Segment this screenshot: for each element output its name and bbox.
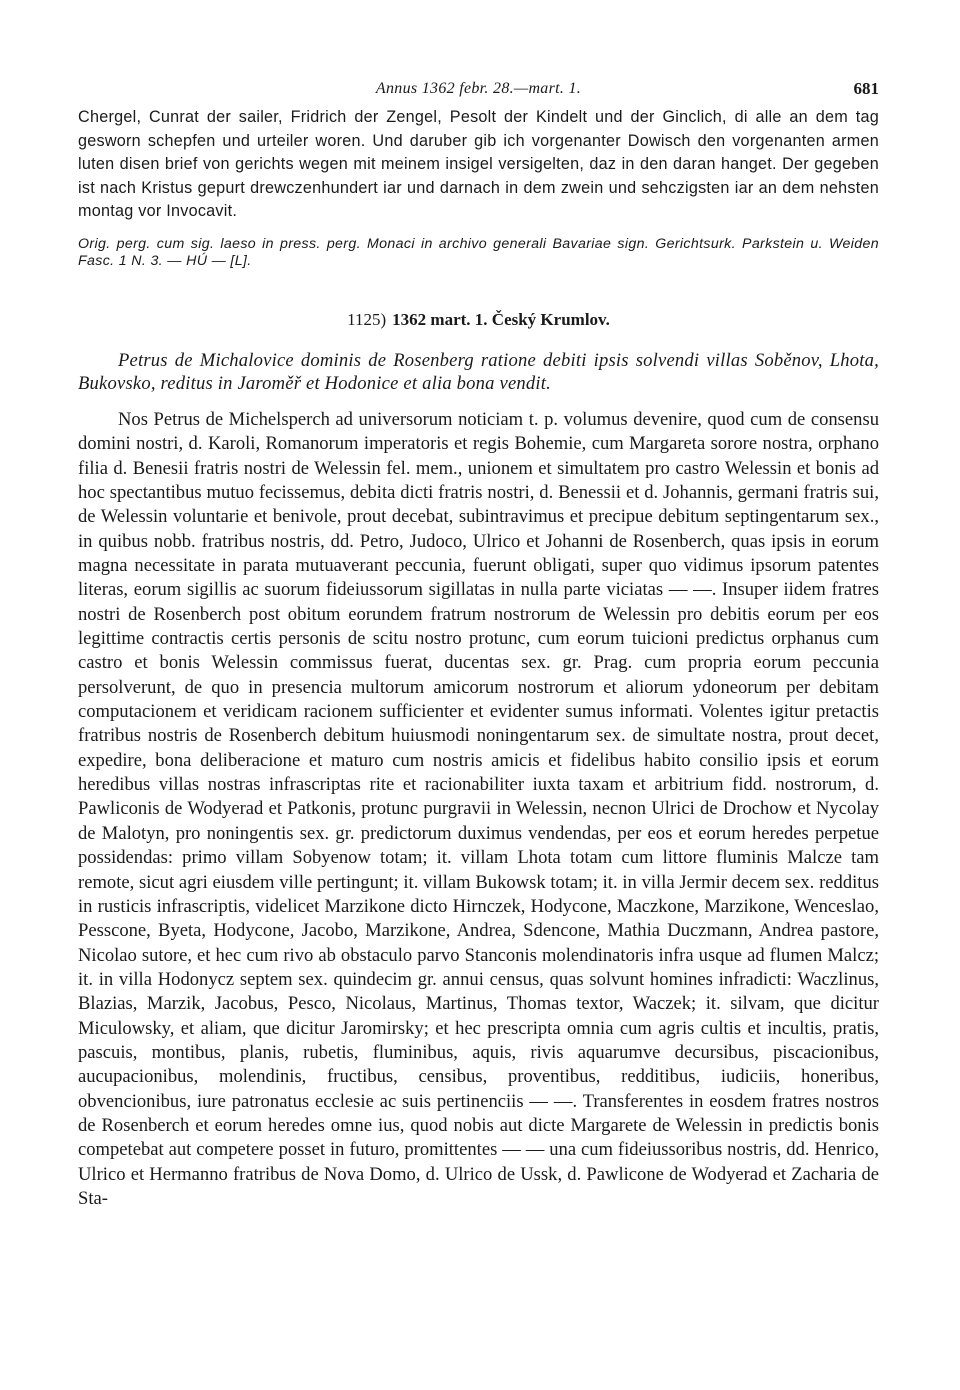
charter-text: Nos Petrus de Michelsperch ad universorum noticiam t. p. volumus devenire, quod cum de consensu domini nostri, d. Karoli, Romanorum imperatoris et regis Bohemie, cum Margareta sorore nostra, orphano filia d. Benesii fratris nostri de Welessin fel. mem., unionem et simultatem pro castro Welessin et bonis ad hoc spectantibus mutuo fecissemus, debita dicti fratris nostri, d. Benessii et d. Johannis, germani fratris sui, de Welessin voluntarie et benivole, prout decebat, subintravimus et precipue debitum septingentarum sex., in quibus nobb. fratribus nostris, dd. Petro, Judoco, Ulrico et Johanni de Rosenberch, quas ipsis in eorum magna necessitate in parata mutuaverant peccunia, fuerunt obligati, super quo vidimus ipsorum patentes literas, eorum sigillis ac suorum fideiussorum sigillatas in nulla parte viciatas — —. Insuper iidem fratres nostri de Rosenberch post obitum eorundem fratrum nostrorum de Welessin pro debitis eorum per eos legittime contractis certis personis de scitu nostro protunc, cum eorum tuicioni predictus orphanus cum castro et bonis Welessin commissus fuerat, ducentas sex. gr. Prag. cum propria eorum peccunia persolverunt, de quo in presencia multorum amicorum nostrorum et aliorum ydoneorum per debitam computacionem et veridicam racionem sufficienter et evidenter sumus informati. Volentes igitur pretactis fratribus nostris de Rosenberch debitum huiusmodi noningentarum sex. de simultate nostra, prout decet, expedire, bona deliberacione et maturo cum nostris amicis et fidelibus habito consilio ipsis et eorum heredibus villas nostras infrascriptas rite et racionabiliter iuxta taxam et arbitrium fidd. nostrorum, d. Pawliconis de Wodyerad et Patkonis, protunc purgravii in Welessin, necnon Ulrici de Drochow et Nycolay de Malotyn, pro noningentis sex. gr. predictorum duximus vendendas, per eos et eorum heredes perpetue possidendas: primo villam Sobyenow totam; it. villam Lhota totam cum littore fluminis Malcze tam remote, sicut agri eiusdem ville pertingunt; it. villam Bukowsk totam; it. in villa Jermir decem sex. redditus in rusticis infrascriptis, videlicet Marzikone dicto Hirnczek, Hodycone, Maczkone, Marzikone, Wenceslao, Pesscone, Byeta, Hodycone, Jacobo, Marzikone, Andrea, Sdencone, Mathia Duczmann, Andrea pastore, Nicolao sutore, et hec cum rivo ab obstaculo parvo Stanconis molendinatoris infra usque ad flumen Malcz; it. in villa Hodonycz septem sex. quindecim gr. annui census, quas solvunt homines infradicti: Waczlinus, Blazias, Marzik, Jacobus, Pesco, Nicolaus, Martinus, Thomas textor, Waczek; it. silvam, que dicitur Miculowsky, et aliam, que dicitur Jaromirsky; et hec prescripta omnia cum agris cultis et incultis, pratis, pascuis, montibus, planis, rubetis, fluminibus, aquis, rivis aquarumve decursibus, piscacionibus, aucupacionibus, molendinis, fructibus, censibus, proventibus, redditibus, iudiciis, honeribus, obvencionibus, iure patronatus ecclesie ac suis pertinenciis — —. Transferentes in eosdem fratres nostros de Rosenberch et eorum heredes omne ius, quod nobis aut dicte Margarete de Welessin in predictis bonis competebat aut competere posset in futuro, promittentes — — una cum fideiussoribus nostris, dd. Henrico, Ulrico et Hermanno fratribus de Nova Domo, d. Ulrico de Ussk, d. Pawlicone de Wodyerad et Zacharia de Sta- [78,408,879,1209]
charter-heading [78,309,879,331]
page-number: 681 [853,79,879,98]
charter-regest: Petrus de Michalovice dominis de Rosenberg ratione debiti ipsis solvendi villas Soběnov, Lhota, Bukovsko, reditus in Jaroměř et Hodonice et alia bona vendit. [78,349,879,395]
previous-charter-text-part1: Chergel, Cunrat der sailer, Fridrich der Zengel, Pesolt der Kindelt und der Ginclich, di alle an dem tag gesworn schepfen und urteiler woren. Und daruber gib ich vorgenanter Dowisch den vorgenanten armen luten disen brief von gerichts wegen mit meinem insigel versigelten, daz in den daran hanget. [78,108,879,174]
running-head [78,72,879,106]
charter-number: 1125) [347,309,387,329]
charter-date-place: 1362 mart. 1. Český Krumlov. [392,309,610,329]
archival-note: Orig. perg. cum sig. laeso in press. perg. Monaci in archivo generali Bavariae sign. Gerichtsurk. Parkstein u. Weiden Fasc. 1 N. 3. — HÚ — [L]. [78,235,879,270]
document-page [78,72,879,1211]
previous-charter-text-part2: Der gegeben ist nach Kristus gepurt drewczenhundert iar und darnach in dem zwein und sehczigsten iar an dem nehsten montag vor Invocavit. [78,155,880,221]
previous-charter-text [78,106,879,224]
running-title: Annus 1362 febr. 28.—mart. 1. [375,80,582,97]
